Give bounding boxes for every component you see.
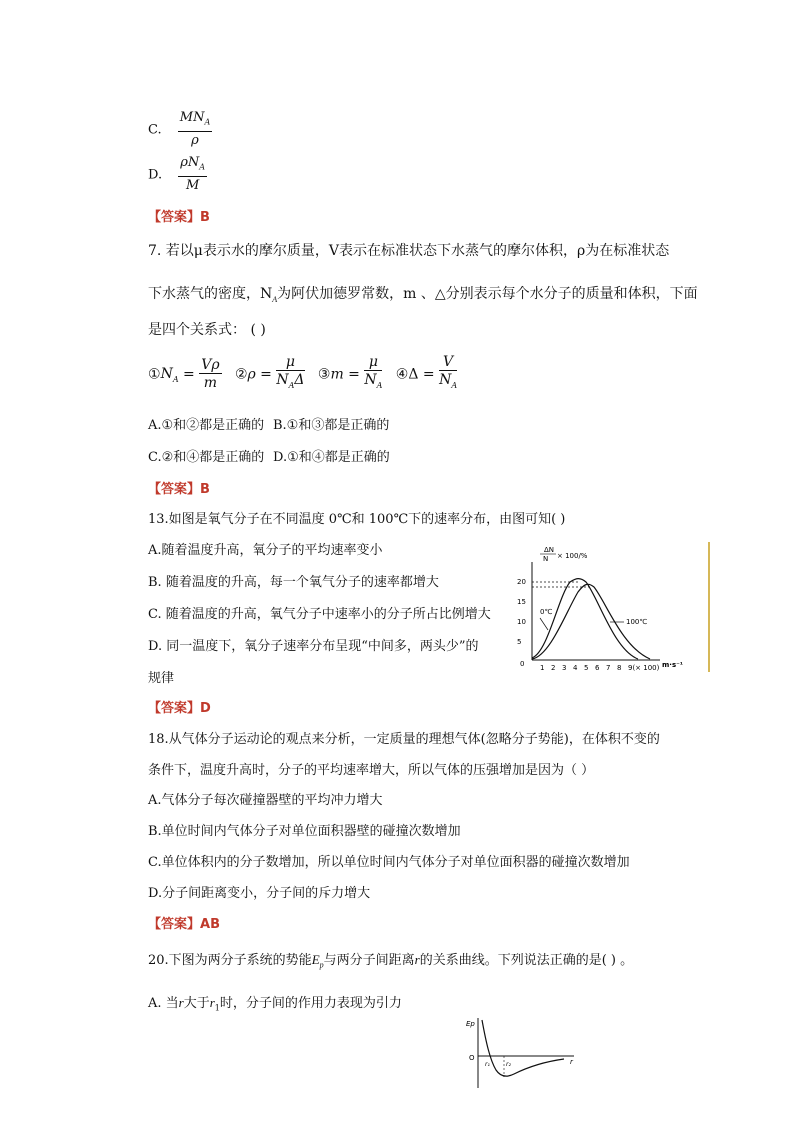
y-tick-label: 20 <box>517 578 526 586</box>
answer-value: D <box>200 701 211 716</box>
q20-stem-b: 与两分子间距离 <box>323 953 415 968</box>
figure-ylabel-suffix: × 100/% <box>557 552 588 560</box>
q18-option-d: D.分子间距离变小，分子间的斥力增大 <box>148 886 371 901</box>
q20-option-a-mid: 大于 <box>183 996 210 1011</box>
label-0c: 0℃ <box>540 608 553 616</box>
q13-option-a: A.随着温度升高，氧分子的平均速率变小 <box>148 543 383 558</box>
figure-x-unit: m·s⁻¹ <box>662 661 683 669</box>
q7-line3: 是四个关系式： ( ) <box>148 322 266 338</box>
answer-q13 <box>148 697 211 716</box>
q7-line2: 下水蒸气的密度，$N_A$为阿伏加德罗常数，m 、△分别表示每个水分子的质量和体积，下面 <box>148 286 698 304</box>
y-tick-label: 5 <box>517 638 522 646</box>
x-tick-label: 2 <box>551 664 556 672</box>
q20-stem-a: 20.下图为两分子系统的势能 <box>148 953 312 968</box>
q13-option-d: D. 同一温度下，氧分子速率分布呈现“中间多，两头少”的 <box>148 639 479 654</box>
q7-option-d: D.①和④都是正确的 <box>273 450 390 465</box>
q7-option-a: A.①和②都是正确的 <box>148 418 265 433</box>
graph-ylabel: Ep <box>466 1020 475 1028</box>
rel2-frac: $\frac{\mu}{N_A\Delta}$ <box>276 354 305 390</box>
answer-q18 <box>148 913 220 932</box>
q18-option-b: B.单位时间内气体分子对单位面积器壁的碰撞次数增加 <box>148 824 461 839</box>
y-tick-label: 10 <box>517 618 526 626</box>
rel4-frac: $\frac{V}{N_A}$ <box>439 354 458 390</box>
potential-curve <box>482 1020 564 1076</box>
x-tick-label: 8 <box>617 664 622 672</box>
answer-label: 【答案】 <box>148 917 201 932</box>
formula-d: $\frac{\rho N_A}{M}$ <box>180 155 206 193</box>
q20-stem: 20.下图为两分子系统的势能$E_p$与两分子间距离r的关系曲线。下列说法正确的是( ) 。 <box>148 952 634 970</box>
label-100c: 100℃ <box>626 618 648 626</box>
rel3-frac: $\frac{\mu}{N_A}$ <box>364 354 383 390</box>
q18-option-c: C.单位体积内的分子数增加，所以单位时间内气体分子对单位面积器的碰撞次数增加 <box>148 855 630 870</box>
figure-ylabel-top: ΔN <box>544 546 555 554</box>
y-tick-label: 0 <box>520 660 525 668</box>
q7-relations: $①N_A$ = $\frac{V\rho}{m}$ ②ρ = $\frac{\mu}{N_A\Delta}$ ③m = $\frac{\mu}{N_A}$ ④Δ = $\frac{V}{N_A}$ <box>148 354 457 395</box>
q18-line2: 条件下，温度升高时，分子的平均速率增大，所以气体的压强增加是因为（ ） <box>148 763 595 778</box>
x-tick-label: 6 <box>595 664 600 672</box>
formula-c: $\frac{MN_A}{\rho}$ <box>179 110 211 148</box>
x-tick-label: 3 <box>562 664 567 672</box>
x-tick-label: 4 <box>573 664 578 672</box>
option-c-label: C. <box>148 122 162 138</box>
x-tick-label: 5 <box>584 664 589 672</box>
q18-line1: 18.从气体分子运动论的观点来分析，一定质量的理想气体(忽略分子势能)，在体积不变的 <box>148 732 660 747</box>
graph-origin: O <box>469 1054 475 1062</box>
rel3-prefix: ③ <box>317 366 331 383</box>
q20-option-a-post: 时，分子间的作用力表现为引力 <box>219 996 402 1011</box>
q13-option-b: B. 随着温度的升高，每一个氧气分子的速率都增大 <box>148 575 439 590</box>
q7-line2-b: 为阿伏加德罗常数，m 、△分别表示每个水分子的质量和体积，下面 <box>277 286 698 302</box>
rel1-prefix: ① <box>148 366 161 383</box>
q20-option-a: A. 当r大于$r_1$时，分子间的作用力表现为引力 <box>148 995 402 1013</box>
x-tick-label: 1 <box>540 664 545 672</box>
label-0c-pointer <box>540 618 548 630</box>
q13-stem: 13.如图是氧气分子在不同温度 0℃和 100℃下的速率分布，由图可知( ) <box>148 512 566 527</box>
q13-option-d-cont: 规律 <box>148 671 175 686</box>
answer-q7 <box>148 478 210 497</box>
y-tick-label: 15 <box>517 598 526 606</box>
speed-distribution-figure <box>510 542 710 672</box>
option-c <box>148 110 212 150</box>
graph-r1: r₁ <box>485 1061 490 1068</box>
graph-r2: r₂ <box>506 1061 511 1068</box>
answer-value: AB <box>200 917 220 932</box>
option-d-label: D. <box>148 167 163 183</box>
graph-xlabel: r <box>570 1058 573 1066</box>
q20-stem-c: 的关系曲线。下列说法正确的是( ) 。 <box>419 953 634 968</box>
answer-label: 【答案】 <box>148 210 201 225</box>
option-d <box>148 155 207 195</box>
q13-option-c: C. 随着温度的升高，氧气分子中速率小的分子所占比例增大 <box>148 607 491 622</box>
q18-option-a: A.气体分子每次碰撞器壁的平均冲力增大 <box>148 793 383 808</box>
q7-option-b: B.①和③都是正确的 <box>273 418 390 433</box>
q7-line2-a: 下水蒸气的密度，N <box>148 286 273 302</box>
potential-energy-figure <box>456 1014 580 1092</box>
q7-option-c: C.②和④都是正确的 <box>148 450 265 465</box>
answer-prev <box>148 206 210 225</box>
answer-label: 【答案】 <box>148 482 201 497</box>
x-tick-label: 7 <box>606 664 611 672</box>
answer-value: B <box>200 210 210 225</box>
rel4-prefix: ④ <box>395 366 409 383</box>
x-tick-label: 9(× 100) <box>628 664 660 672</box>
q20-option-a-pre: A. 当 <box>148 996 179 1011</box>
rel2-prefix: ② <box>234 366 248 383</box>
answer-value: B <box>200 482 210 497</box>
rel1-frac: $\frac{V\rho}{m}$ <box>201 356 220 391</box>
answer-label: 【答案】 <box>148 701 201 716</box>
figure-ylabel-bot: N <box>543 555 549 563</box>
q7-line1: 7. 若以μ表示水的摩尔质量，V表示在标准状态下水蒸气的摩尔体积，ρ为在标准状态 <box>148 243 670 259</box>
